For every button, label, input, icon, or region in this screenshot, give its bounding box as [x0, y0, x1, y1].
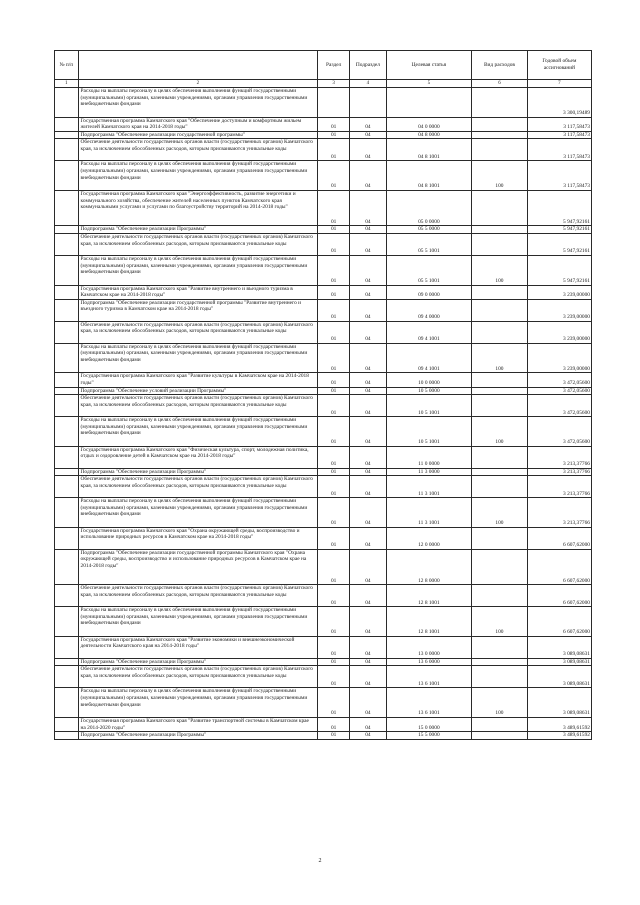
row-target-cell: 12 0 0000: [386, 527, 472, 549]
col-number: 4: [350, 80, 386, 88]
row-section-cell: 01: [318, 468, 350, 476]
row-subsection-cell: 04: [350, 395, 386, 417]
row-name-cell: Обеспечение деятельности государственных органов власти (государственных органов) Камчатского края, за исключением обособленных расходов, которым присваиваются уникальные коды: [78, 666, 318, 688]
row-amount-cell: 3 489,61592: [527, 718, 591, 732]
row-section-cell: 01: [318, 732, 350, 740]
table-row: [55, 255, 592, 285]
row-amount-cell: 3 472,05600: [527, 373, 591, 387]
row-section-cell: 01: [318, 255, 350, 285]
row-expense-type-cell: [472, 321, 528, 343]
row-expense-type-cell: 100: [472, 498, 528, 528]
row-amount-cell: 3 239,00000: [527, 343, 591, 373]
row-number-cell: [55, 395, 79, 417]
row-section-cell: [318, 88, 350, 118]
row-amount-cell: 6 607,62000: [527, 549, 591, 584]
table-row: [55, 607, 592, 637]
row-target-cell: 13 6 0000: [386, 658, 472, 666]
table-row: [55, 226, 592, 234]
row-name-cell: Подпрограмма "Обеспечение реализации государственной программы Камчатского края "Охрана окружающей среды, воспроизводство и использование природных ресурсов в Камчатском крае на 2014-2018 годы": [78, 549, 318, 584]
row-target-cell: 09 4 1001: [386, 343, 472, 373]
row-name-cell: Государственная программа Камчатского края "Физическая культура, спорт, молодежная политика, отдых и оздоровление детей в Камчатском крае на 2014-2018 годы": [78, 446, 318, 468]
row-amount-cell: 3 213,37766: [527, 476, 591, 498]
row-number-cell: [55, 285, 79, 299]
row-name-cell: Расходы на выплаты персоналу в целях обеспечения выполнения функций государственными (муниципальными) органами, казенными учреждениями, органами управления государственными внебюджетными фондами: [78, 161, 318, 191]
row-target-cell: 15 5 0000: [386, 732, 472, 740]
row-number-cell: [55, 498, 79, 528]
table-row: [55, 373, 592, 387]
row-number-cell: [55, 190, 79, 225]
row-section-cell: 01: [318, 343, 350, 373]
row-subsection-cell: 04: [350, 285, 386, 299]
row-expense-type-cell: [472, 88, 528, 118]
row-expense-type-cell: 100: [472, 255, 528, 285]
row-name-cell: Подпрограмма "Обеспечение реализации государственной программы "Развитие внутреннего и въездного туризма в Камчатском крае на 2014-2018 годы": [78, 299, 318, 321]
row-section-cell: 01: [318, 476, 350, 498]
column-number-row: [55, 80, 592, 88]
row-subsection-cell: 04: [350, 658, 386, 666]
row-subsection-cell: 04: [350, 343, 386, 373]
row-target-cell: 10 0 0000: [386, 373, 472, 387]
row-amount-cell: 3 472,05600: [527, 417, 591, 447]
row-number-cell: [55, 131, 79, 139]
row-section-cell: 01: [318, 446, 350, 468]
table-row: [55, 387, 592, 395]
row-name-cell: Подпрограмма "Обеспечение реализации Программы": [78, 468, 318, 476]
row-subsection-cell: 04: [350, 688, 386, 718]
row-amount-cell: 3 117,58473: [527, 139, 591, 161]
row-amount-cell: 3 213,37766: [527, 446, 591, 468]
row-number-cell: [55, 636, 79, 658]
row-section-cell: 01: [318, 549, 350, 584]
row-name-cell: Расходы на выплаты персоналу в целях обеспечения выполнения функций государственными (муниципальными) органами, казенными учреждениями, органами управления государственными внебюджетными фондами: [78, 417, 318, 447]
row-expense-type-cell: 100: [472, 417, 528, 447]
row-amount-cell: 5 947,92161: [527, 255, 591, 285]
header-num: № п/п: [55, 51, 79, 80]
row-amount-cell: 3 489,61592: [527, 732, 591, 740]
row-number-cell: [55, 417, 79, 447]
row-number-cell: [55, 688, 79, 718]
table-row: [55, 131, 592, 139]
row-subsection-cell: 04: [350, 190, 386, 225]
row-expense-type-cell: 100: [472, 607, 528, 637]
header-target: Целевая статья: [386, 51, 472, 80]
table-row: [55, 658, 592, 666]
row-subsection-cell: 04: [350, 636, 386, 658]
table-row: [55, 718, 592, 732]
row-section-cell: 01: [318, 666, 350, 688]
row-name-cell: Подпрограмма "Обеспечение реализации государственной программы": [78, 131, 318, 139]
row-expense-type-cell: [472, 658, 528, 666]
row-number-cell: [55, 255, 79, 285]
row-section-cell: 01: [318, 417, 350, 447]
row-amount-cell: 5 947,92161: [527, 233, 591, 255]
row-number-cell: [55, 718, 79, 732]
table-row: [55, 233, 592, 255]
row-subsection-cell: 04: [350, 666, 386, 688]
table-row: [55, 732, 592, 740]
row-target-cell: 11 0 0000: [386, 446, 472, 468]
col-number: 1: [55, 80, 79, 88]
row-amount-cell: 6 607,62000: [527, 607, 591, 637]
row-number-cell: [55, 373, 79, 387]
table-row: [55, 417, 592, 447]
table-row: [55, 688, 592, 718]
row-amount-cell: 3 117,58473: [527, 117, 591, 131]
row-name-cell: Обеспечение деятельности государственных органов власти (государственных органов) Камчатского края, за исключением обособленных расходов, которым присваиваются уникальные коды: [78, 395, 318, 417]
row-target-cell: 11 3 1001: [386, 476, 472, 498]
row-target-cell: 10 5 1001: [386, 417, 472, 447]
col-number: 6: [472, 80, 528, 88]
header-expense-type: Вид расходов: [472, 51, 528, 80]
row-section-cell: 01: [318, 299, 350, 321]
row-section-cell: 01: [318, 498, 350, 528]
row-expense-type-cell: [472, 131, 528, 139]
row-number-cell: [55, 117, 79, 131]
row-expense-type-cell: [472, 549, 528, 584]
row-subsection-cell: 04: [350, 255, 386, 285]
row-amount-cell: 5 947,92161: [527, 226, 591, 234]
row-number-cell: [55, 658, 79, 666]
row-amount-cell: 3 089,08631: [527, 666, 591, 688]
row-section-cell: 01: [318, 190, 350, 225]
row-expense-type-cell: [472, 732, 528, 740]
row-amount-cell: 3 089,08631: [527, 688, 591, 718]
row-number-cell: [55, 549, 79, 584]
row-subsection-cell: 04: [350, 161, 386, 191]
table-row: [55, 446, 592, 468]
table-row: [55, 299, 592, 321]
row-name-cell: Государственная программа Камчатского края "Развитие транспортной системы в Камчатском крае на 2014-2020 годы": [78, 718, 318, 732]
row-name-cell: Подпрограмма "Обеспечение реализации Программы": [78, 658, 318, 666]
row-expense-type-cell: [472, 395, 528, 417]
row-target-cell: 12 8 1001: [386, 607, 472, 637]
row-section-cell: 01: [318, 688, 350, 718]
row-target-cell: 05 5 0000: [386, 226, 472, 234]
row-number-cell: [55, 607, 79, 637]
row-amount-cell: 6 607,62000: [527, 527, 591, 549]
row-name-cell: Расходы на выплаты персоналу в целях обеспечения выполнения функций государственными (муниципальными) органами, казенными учреждениями, органами управления государственными внебюджетными фондами: [78, 255, 318, 285]
row-expense-type-cell: [472, 373, 528, 387]
row-number-cell: [55, 527, 79, 549]
row-number-cell: [55, 666, 79, 688]
row-amount-cell: 3 239,00000: [527, 285, 591, 299]
row-section-cell: 01: [318, 321, 350, 343]
row-target-cell: 09 4 0000: [386, 299, 472, 321]
row-amount-cell: 3 300,19489: [527, 88, 591, 118]
row-target-cell: 04 8 0000: [386, 131, 472, 139]
row-number-cell: [55, 585, 79, 607]
row-section-cell: 01: [318, 117, 350, 131]
table-body: [55, 88, 592, 740]
row-subsection-cell: 04: [350, 549, 386, 584]
row-number-cell: [55, 161, 79, 191]
row-subsection-cell: 04: [350, 387, 386, 395]
row-subsection-cell: 04: [350, 585, 386, 607]
row-name-cell: Расходы на выплаты персоналу в целях обеспечения выполнения функций государственными (муниципальными) органами, казенными учреждениями, органами управления государственными внебюджетными фондами: [78, 343, 318, 373]
row-amount-cell: 5 947,92161: [527, 190, 591, 225]
table-row: [55, 666, 592, 688]
row-amount-cell: 3 472,05600: [527, 395, 591, 417]
row-expense-type-cell: [472, 387, 528, 395]
row-name-cell: Государственная программа Камчатского края "Развитие внутреннего и въездного туризма в Камчатском крае на 2014-2018 годы": [78, 285, 318, 299]
row-target-cell: 12 8 1001: [386, 585, 472, 607]
row-expense-type-cell: [472, 585, 528, 607]
row-section-cell: 01: [318, 233, 350, 255]
row-section-cell: 01: [318, 395, 350, 417]
row-amount-cell: 3 239,00000: [527, 299, 591, 321]
row-number-cell: [55, 343, 79, 373]
row-subsection-cell: 04: [350, 498, 386, 528]
row-name-cell: Расходы на выплаты персоналу в целях обеспечения выполнения функций государственными (муниципальными) органами, казенными учреждениями, органами управления государственными внебюджетными фондами: [78, 607, 318, 637]
row-target-cell: 05 5 1001: [386, 255, 472, 285]
row-subsection-cell: 04: [350, 139, 386, 161]
table-header-row: [55, 51, 592, 80]
row-subsection-cell: 04: [350, 417, 386, 447]
row-name-cell: Подпрограмма "Обеспечение реализации Программы": [78, 226, 318, 234]
row-number-cell: [55, 88, 79, 118]
row-expense-type-cell: [472, 139, 528, 161]
row-subsection-cell: 04: [350, 321, 386, 343]
row-expense-type-cell: [472, 666, 528, 688]
row-subsection-cell: 04: [350, 476, 386, 498]
row-name-cell: Обеспечение деятельности государственных органов власти (государственных органов) Камчатского края, за исключением обособленных расходов, которым присваиваются уникальные коды: [78, 233, 318, 255]
row-target-cell: 13 0 0000: [386, 636, 472, 658]
row-subsection-cell: 04: [350, 468, 386, 476]
row-number-cell: [55, 299, 79, 321]
table-row: [55, 468, 592, 476]
row-section-cell: 01: [318, 718, 350, 732]
table-row: [55, 343, 592, 373]
row-amount-cell: 3 213,37766: [527, 468, 591, 476]
row-target-cell: 11 3 0000: [386, 468, 472, 476]
table-row: [55, 636, 592, 658]
row-subsection-cell: 04: [350, 299, 386, 321]
row-expense-type-cell: [472, 476, 528, 498]
row-name-cell: Расходы на выплаты персоналу в целях обеспечения выполнения функций государственными (муниципальными) органами, казенными учреждениями, органами управления государственными внебюджетными фондами: [78, 498, 318, 528]
row-name-cell: Обеспечение деятельности государственных органов власти (государственных органов) Камчатского края, за исключением обособленных расходов, которым присваиваются уникальные коды: [78, 476, 318, 498]
row-section-cell: 01: [318, 527, 350, 549]
row-number-cell: [55, 468, 79, 476]
row-section-cell: 01: [318, 139, 350, 161]
row-target-cell: 12 8 0000: [386, 549, 472, 584]
table-row: [55, 285, 592, 299]
row-subsection-cell: 04: [350, 233, 386, 255]
row-amount-cell: 3 239,00000: [527, 321, 591, 343]
col-number: 3: [318, 80, 350, 88]
row-expense-type-cell: [472, 446, 528, 468]
table-row: [55, 117, 592, 131]
row-expense-type-cell: [472, 718, 528, 732]
row-number-cell: [55, 732, 79, 740]
row-name-cell: Обеспечение деятельности государственных органов власти (государственных органов) Камчатского края, за исключением обособленных расходов, которым присваиваются уникальные коды: [78, 139, 318, 161]
row-section-cell: 01: [318, 585, 350, 607]
row-name-cell: Обеспечение деятельности государственных органов власти (государственных органов) Камчатского края, за исключением обособленных расходов, которым присваиваются уникальные коды: [78, 321, 318, 343]
header-name: [78, 51, 318, 80]
row-subsection-cell: 04: [350, 131, 386, 139]
row-section-cell: 01: [318, 658, 350, 666]
row-name-cell: Расходы на выплаты персоналу в целях обеспечения выполнения функций государственными (муниципальными) органами, казенными учреждениями, органами управления государственными внебюджетными фондами: [78, 88, 318, 118]
table-row: [55, 549, 592, 584]
row-name-cell: Подпрограмма "Обеспечение условий реализации Программы": [78, 387, 318, 395]
row-amount-cell: 3 117,58473: [527, 131, 591, 139]
row-section-cell: 01: [318, 636, 350, 658]
row-number-cell: [55, 139, 79, 161]
row-expense-type-cell: [472, 233, 528, 255]
row-number-cell: [55, 233, 79, 255]
row-subsection-cell: 04: [350, 732, 386, 740]
table-row: [55, 88, 592, 118]
col-number: 2: [78, 80, 318, 88]
row-expense-type-cell: [472, 285, 528, 299]
row-expense-type-cell: [472, 636, 528, 658]
row-target-cell: 04 8 1001: [386, 161, 472, 191]
table-row: [55, 139, 592, 161]
row-subsection-cell: 04: [350, 527, 386, 549]
row-target-cell: 15 0 0000: [386, 718, 472, 732]
row-number-cell: [55, 321, 79, 343]
page-number: 2: [318, 858, 322, 864]
row-expense-type-cell: [472, 190, 528, 225]
table-row: [55, 395, 592, 417]
budget-allocation-table: [54, 50, 592, 740]
row-number-cell: [55, 226, 79, 234]
row-target-cell: 09 0 0000: [386, 285, 472, 299]
row-subsection-cell: 04: [350, 446, 386, 468]
row-target-cell: 10 5 1001: [386, 395, 472, 417]
row-section-cell: 01: [318, 285, 350, 299]
row-name-cell: Государственная программа Камчатского края "Развитие культуры в Камчатском крае на 2014-2018 годы": [78, 373, 318, 387]
row-expense-type-cell: [472, 226, 528, 234]
row-amount-cell: 6 607,62000: [527, 585, 591, 607]
table-row: [55, 498, 592, 528]
row-section-cell: 01: [318, 607, 350, 637]
row-name-cell: Подпрограмма "Обеспечение реализации Программы": [78, 732, 318, 740]
row-expense-type-cell: [472, 468, 528, 476]
row-section-cell: 01: [318, 131, 350, 139]
col-number: 7: [527, 80, 591, 88]
row-number-cell: [55, 387, 79, 395]
row-target-cell: [386, 88, 472, 118]
row-target-cell: 10 5 0000: [386, 387, 472, 395]
table-row: [55, 585, 592, 607]
row-amount-cell: 3 089,08631: [527, 636, 591, 658]
row-name-cell: Государственная программа Камчатского края "Развитие экономики и внешнеэкономической деятельности Камчатского края на 2014-2018 годы": [78, 636, 318, 658]
row-expense-type-cell: [472, 299, 528, 321]
row-target-cell: 11 3 1001: [386, 498, 472, 528]
table-row: [55, 190, 592, 225]
row-amount-cell: 3 472,05600: [527, 387, 591, 395]
row-name-cell: Государственная программа Камчатского края "Обеспечение доступным и комфортным жильем жителей Камчатского края на 2014-2018 годы": [78, 117, 318, 131]
row-subsection-cell: 04: [350, 718, 386, 732]
row-section-cell: 01: [318, 387, 350, 395]
row-target-cell: 09 4 1001: [386, 321, 472, 343]
row-target-cell: 05 0 0000: [386, 190, 472, 225]
row-expense-type-cell: [472, 117, 528, 131]
row-name-cell: Государственная программа Камчатского края "Энергоэффективность, развитие энергетики и коммунального хозяйства, обеспечение жителей населенных пунктов Камчатского края коммунальными услугами и услугами по благоустройству территорий на 2014-2018 годы": [78, 190, 318, 225]
row-amount-cell: 3 117,58473: [527, 161, 591, 191]
row-subsection-cell: 04: [350, 117, 386, 131]
row-target-cell: 13 6 1001: [386, 666, 472, 688]
row-name-cell: Обеспечение деятельности государственных органов власти (государственных органов) Камчатского края, за исключением обособленных расходов, которым присваиваются уникальные коды: [78, 585, 318, 607]
row-subsection-cell: [350, 88, 386, 118]
table-row: [55, 161, 592, 191]
row-target-cell: 05 5 1001: [386, 233, 472, 255]
row-section-cell: 01: [318, 161, 350, 191]
table-row: [55, 476, 592, 498]
row-target-cell: 04 0 0000: [386, 117, 472, 131]
row-amount-cell: 3 089,08631: [527, 658, 591, 666]
col-number: 5: [386, 80, 472, 88]
row-name-cell: Расходы на выплаты персоналу в целях обеспечения выполнения функций государственными (муниципальными) органами, казенными учреждениями, органами управления государственными внебюджетными фондами: [78, 688, 318, 718]
row-number-cell: [55, 446, 79, 468]
row-amount-cell: 3 213,37766: [527, 498, 591, 528]
header-section: Раздел: [318, 51, 350, 80]
table-row: [55, 321, 592, 343]
row-name-cell: Государственная программа Камчатского края "Охрана окружающей среды, воспроизводство и использование природных ресурсов в Камчатском крае на 2014-2018 годы": [78, 527, 318, 549]
row-target-cell: 13 6 1001: [386, 688, 472, 718]
row-subsection-cell: 04: [350, 607, 386, 637]
header-subsection: Подраздел: [350, 51, 386, 80]
table-row: [55, 527, 592, 549]
row-number-cell: [55, 476, 79, 498]
row-section-cell: 01: [318, 373, 350, 387]
row-target-cell: 04 8 1001: [386, 139, 472, 161]
row-expense-type-cell: [472, 527, 528, 549]
row-expense-type-cell: 100: [472, 161, 528, 191]
header-amount: Годовой объем ассигнований: [527, 51, 591, 80]
row-subsection-cell: 04: [350, 226, 386, 234]
row-subsection-cell: 04: [350, 373, 386, 387]
row-expense-type-cell: 100: [472, 343, 528, 373]
row-section-cell: 01: [318, 226, 350, 234]
row-expense-type-cell: 100: [472, 688, 528, 718]
